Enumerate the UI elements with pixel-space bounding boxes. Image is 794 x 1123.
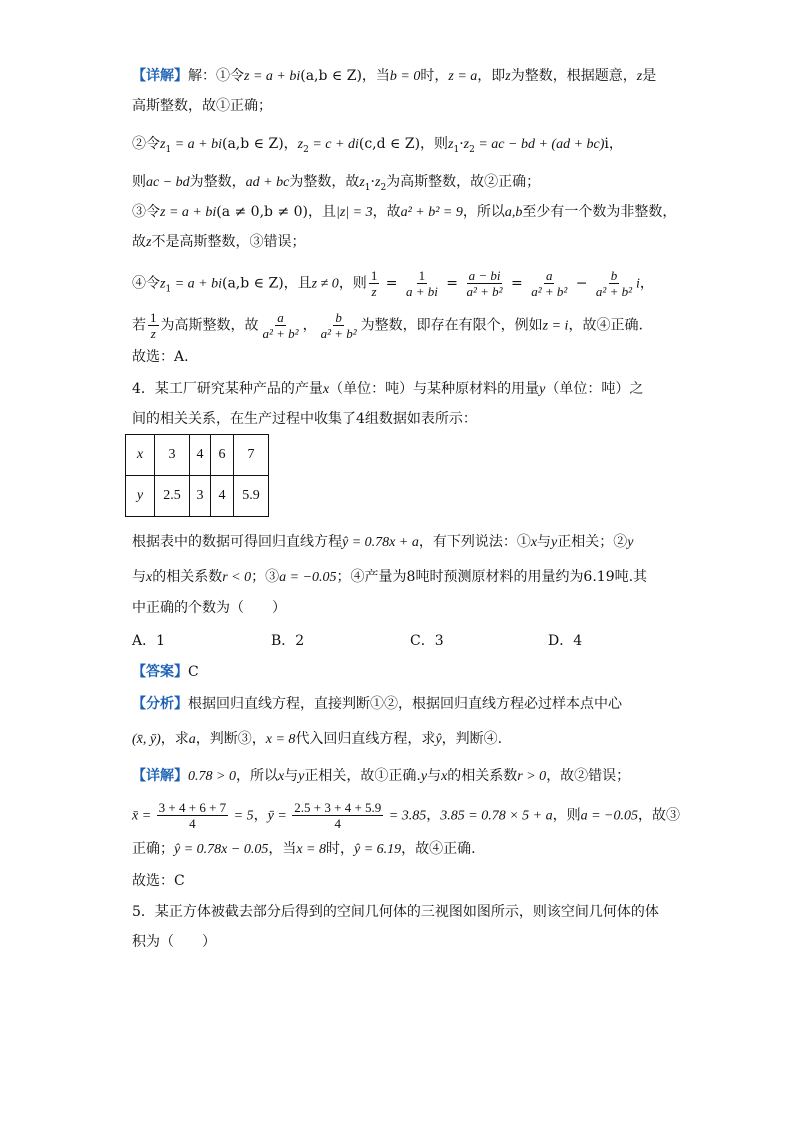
q4-stem-2: 间的相关关系，在生产过程中收集了4组数据如表所示：: [132, 411, 477, 427]
fraction: $\frac{a - bi}{\text{a² + b²}}$: [466, 268, 503, 299]
fraction: $\frac{1}{z}$: [370, 268, 378, 299]
option-b: B．2: [271, 633, 305, 649]
table-cell: 4: [190, 435, 211, 476]
q3-line-2: 高斯整数，故①正确；: [132, 98, 272, 114]
fraction: $\frac{b}{\text{a² + b²}}$: [320, 310, 357, 341]
q3-line-1: 【详解】解：①令z = a + bi(a,b ∈ Z)，当b = 0时，z = a，即z为整数，根据题意，z是: [132, 68, 657, 84]
table-cell: 5.9: [234, 476, 269, 517]
fraction: $\frac{a}{\text{a² + b²}}$: [531, 268, 568, 299]
detail-line-2: x̄ = $\frac{3 + 4 + 6 + 7}{4}$ = 5，ȳ = $\frac{2.5 + 3 + 4 + 5.9}{4}$ = 3.85，3.85 = 0.78 × 5 + a，则a = −0.05，故③: [132, 800, 680, 831]
option-a: A．1: [132, 633, 166, 649]
q5-stem-1: 5．某正方体被截去部分后得到的空间几何体的三视图如图所示，则该空间几何体的体: [132, 904, 659, 920]
q3-line-5: ③令z = a + bi(a ≠ 0,b ≠ 0)，且|z| = 3，故a² + b² = 9，所以a,b至少有一个数为非整数，: [132, 204, 677, 220]
analysis-line-1: 【分析】根据回归直线方程，直接判断①②，根据回归直线方程必过样本点中心: [132, 696, 622, 712]
detail-tag: 【详解】: [132, 68, 188, 84]
q3-line-8: 若 $\frac{1}{z}$ 为高斯整数，故 $\frac{a}{\text{a² + b²}}$ ， $\frac{b}{\text{a² + b²}}$ 为整数，即存在有限个，例如z = i，故④正确.: [132, 310, 643, 341]
option-c: C．3: [410, 633, 444, 649]
table-row: [126, 435, 269, 476]
fraction: $\frac{b}{\text{a² + b²}}$: [595, 268, 632, 299]
table-cell: 6: [211, 435, 234, 476]
q3-line-3: ②令$z_1 = a + bi(a,b$ ∈ Z)，$z_2 = c + di(c,d$ ∈ Z)，则$z_1\cdot z_2$ = ac − bd + (ad + bc)i，: [132, 136, 623, 155]
table-row-header: y: [126, 476, 155, 517]
detail-line-4: 故选：C: [132, 873, 185, 889]
table-cell: 7: [234, 435, 269, 476]
q4-stem-1: 4．某工厂研究某种产品的产量x（单位：吨）与某种原材料的用量y（单位：吨）之: [132, 381, 644, 397]
q4-statement-3: 中正确的个数为（ ）: [132, 600, 286, 616]
table-row-header: x: [126, 435, 155, 476]
fraction: $\frac{a}{\text{a² + b²}}$: [262, 310, 299, 341]
detail-line-1: 【详解】0.78 > 0，所以x与y正相关，故①正确.y与x的相关系数r > 0，故②错误；: [132, 768, 631, 784]
table-cell: 2.5: [155, 476, 190, 517]
q4-statement-1: 根据表中的数据可得回归直线方程ŷ = 0.78x + a，有下列说法：①x与y正相关；②y: [132, 534, 634, 550]
table-row: [126, 476, 269, 517]
fraction: $\frac{3 + 4 + 6 + 7}{4}$: [158, 800, 227, 831]
detail-line-3: 正确；ŷ = 0.78x − 0.05，当x = 8时，ŷ = 6.19，故④正确.: [132, 841, 476, 857]
fraction: $\frac{1}{a + bi}$: [405, 268, 438, 299]
table-cell: 4: [211, 476, 234, 517]
table-cell: 3: [155, 435, 190, 476]
fraction: $\frac{2.5 + 3 + 4 + 5.9}{4}$: [294, 800, 382, 831]
q3-line-9: 故选：A.: [132, 349, 189, 365]
q3-line-6: 故z不是高斯整数，③错误；: [132, 234, 306, 250]
data-table: [125, 434, 269, 517]
fraction: $\frac{1}{z}$: [150, 310, 157, 341]
q3-line-4: 则ac − bd为整数，ad + bc为整数，故$z_1\cdot z_2$为高斯整数，故②正确；: [132, 174, 541, 193]
answer-line: 【答案】C: [132, 664, 199, 680]
q3-line-7: ④令$z_1 = a + bi(a,b$ ∈ Z)，且z ≠ 0，则 $\frac{1}{z}$ = $\frac{1}{a + bi}$ = $\frac{a - bi}{\text{a² + b²}}$ = $\frac{a}{\text{a² + b²}}$ − $\frac{b}{\text{a² + b²}}$ i，: [132, 268, 654, 299]
q4-statement-2: 与x的相关系数r < 0；③a = −0.05；④产量为8吨时预测原材料的用量约为6.19吨.其: [132, 569, 648, 585]
q5-stem-2: 积为（ ）: [132, 934, 216, 950]
option-d: D．4: [548, 633, 583, 649]
table-cell: 3: [190, 476, 211, 517]
analysis-line-2: (x̄, ȳ)，求a，判断③，x = 8代入回归直线方程，求ŷ，判断④.: [132, 731, 503, 747]
